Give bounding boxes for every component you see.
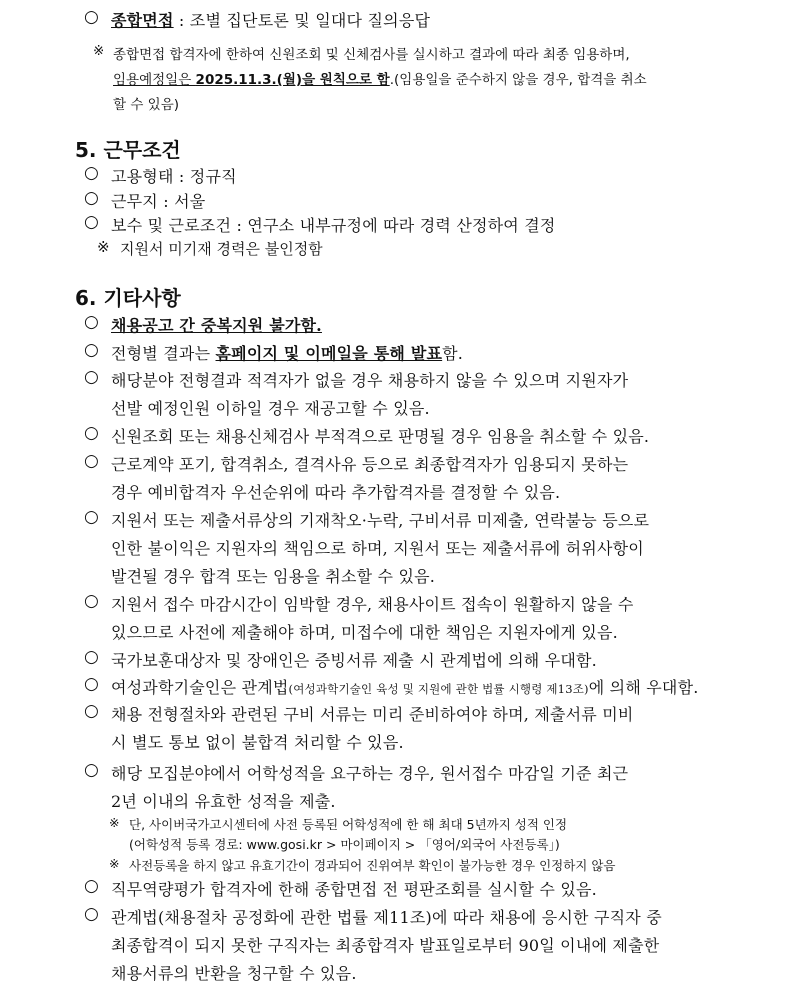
no-duplicate-application: 채용공고 간 중복지원 불가함. [111, 316, 322, 335]
employment-type: 고용형태 : 정규직 [111, 167, 237, 186]
results-channel: 홈페이지 및 이메일을 통해 발표 [215, 344, 443, 363]
salary-conditions: 보수 및 근로조건 : 연구소 내부규정에 따라 경력 산정하여 결정 [111, 216, 556, 235]
circle-bullet-icon: ○ [84, 212, 99, 232]
circle-bullet-icon: ○ [84, 701, 99, 721]
career-note: 지원서 미기재 경력은 불인정함 [120, 240, 323, 258]
results-prefix: 전형별 결과는 [111, 344, 216, 363]
item5-line2: 경우 예비합격자 우선순위에 따라 추가합격자를 결정할 수 있음. [111, 483, 561, 502]
item13-line1: 관계법(채용절차 공정화에 관한 법률 제11조)에 따라 채용에 응시한 구직자 중 [111, 908, 662, 927]
item11-line2: 2년 이내의 유효한 성적을 제출. [111, 792, 336, 811]
item9-prefix: 여성과학기술인은 관계법 [111, 678, 289, 697]
circle-bullet-icon: ○ [84, 7, 99, 27]
item8: 국가보훈대상자 및 장애인은 증빙서류 제출 시 관계법에 의해 우대함. [111, 651, 597, 670]
language-score-note-line2: (어학성적 등록 경로: www.gosi.kr > 마이페이지 > 「영어/외국어 사전등록」) [129, 837, 560, 852]
circle-bullet-icon: ○ [84, 340, 99, 360]
language-score-note-line1: 단, 사이버국가고시센터에 사전 등록된 어학성적에 한 해 최대 5년까지 성적 인정 [129, 817, 568, 832]
note-icon: ※ [109, 815, 120, 830]
results-announcement [111, 341, 463, 364]
note-icon: ※ [109, 856, 120, 871]
language-score-note-line3: 사전등록을 하지 않고 유효기간이 경과되어 진위여부 확인이 불가능한 경우 인정하지 않음 [129, 858, 616, 873]
results-suffix: 함. [442, 344, 464, 363]
appointment-date-suffix: .(임용일을 준수하지 않을 경우, 합격을 취소 [389, 72, 647, 88]
circle-bullet-icon: ○ [84, 188, 99, 208]
item9-suffix: 에 의해 우대함. [588, 678, 699, 697]
circle-bullet-icon: ○ [84, 674, 99, 694]
circle-bullet-icon: ○ [84, 451, 99, 471]
item13-line3: 채용서류의 반환을 청구할 수 있음. [111, 964, 357, 983]
interview-note-line2 [113, 68, 647, 88]
circle-bullet-icon: ○ [84, 423, 99, 443]
item10-line1: 채용 전형절차와 관련된 구비 서류는 미리 준비하여야 하며, 제출서류 미비 [111, 705, 634, 724]
item11-line1: 해당 모집분야에서 어학성적을 요구하는 경우, 원서접수 마감일 기준 최근 [111, 764, 629, 783]
item7-line2: 있으므로 사전에 제출해야 하며, 미접수에 대한 책임은 지원자에게 있음. [111, 623, 618, 642]
item3-line2: 선발 예정인원 이하일 경우 재공고할 수 있음. [111, 399, 430, 418]
appointment-date-prefix: 임용예정일은 [113, 72, 196, 88]
item3-line1: 해당분야 전형결과 적격자가 없을 경우 채용하지 않을 수 있으며 지원자가 [111, 371, 629, 390]
interview-text: 조별 집단토론 및 일대다 질의응답 [189, 11, 431, 30]
section6-title: 6. 기타사항 [75, 286, 181, 310]
circle-bullet-icon: ○ [84, 760, 99, 780]
interview-note-line3: 할 수 있음) [113, 97, 180, 113]
item6-line1: 지원서 또는 제출서류상의 기재착오·누락, 구비서류 미제출, 연락불능 등으로 [111, 511, 650, 530]
circle-bullet-icon: ○ [84, 507, 99, 527]
appointment-date: 2025.11.3.(월)을 원칙으로 함 [195, 72, 390, 88]
note-icon: ※ [93, 43, 105, 59]
circle-bullet-icon: ○ [84, 876, 99, 896]
circle-bullet-icon: ○ [84, 647, 99, 667]
circle-bullet-icon: ○ [84, 904, 99, 924]
circle-bullet-icon: ○ [84, 163, 99, 183]
item10-line2: 시 별도 통보 없이 불합격 처리할 수 있음. [111, 733, 404, 752]
item9-law: (여성과학기술인 육성 및 지원에 관한 법률 시행령 제13조) [288, 682, 589, 696]
circle-bullet-icon: ○ [84, 367, 99, 387]
item7-line1: 지원서 접수 마감시간이 임박할 경우, 채용사이트 접속이 원활하지 않을 수 [111, 595, 634, 614]
interview-label: 종합면접 [111, 11, 174, 30]
interview-line [111, 8, 430, 31]
interview-note-line1: 종합면접 합격자에 한하여 신원조회 및 신체검사를 실시하고 결과에 따라 최종 임용하며, [113, 47, 630, 63]
section5-title: 5. 근무조건 [75, 138, 181, 162]
item6-line3: 발견될 경우 합격 또는 임용을 취소할 수 있음. [111, 567, 436, 586]
circle-bullet-icon: ○ [84, 591, 99, 611]
note-icon: ※ [97, 238, 110, 256]
item13-line2: 최종합격이 되지 못한 구직자는 최종합격자 발표일로부터 90일 이내에 제출한 [111, 936, 660, 955]
circle-bullet-icon: ○ [84, 312, 99, 332]
item12: 직무역량평가 합격자에 한해 종합면접 전 평판조회를 실시할 수 있음. [111, 880, 597, 899]
interview-colon: : [173, 11, 190, 30]
work-location: 근무지 : 서울 [111, 192, 206, 211]
item6-line2: 인한 불이익은 지원자의 책임으로 하며, 지원서 또는 제출서류에 허위사항이 [111, 539, 644, 558]
item4: 신원조회 또는 채용신체검사 부적격으로 판명될 경우 임용을 취소할 수 있음. [111, 427, 650, 446]
item9 [111, 675, 699, 698]
item5-line1: 근로계약 포기, 합격취소, 결격사유 등으로 최종합격자가 임용되지 못하는 [111, 455, 629, 474]
